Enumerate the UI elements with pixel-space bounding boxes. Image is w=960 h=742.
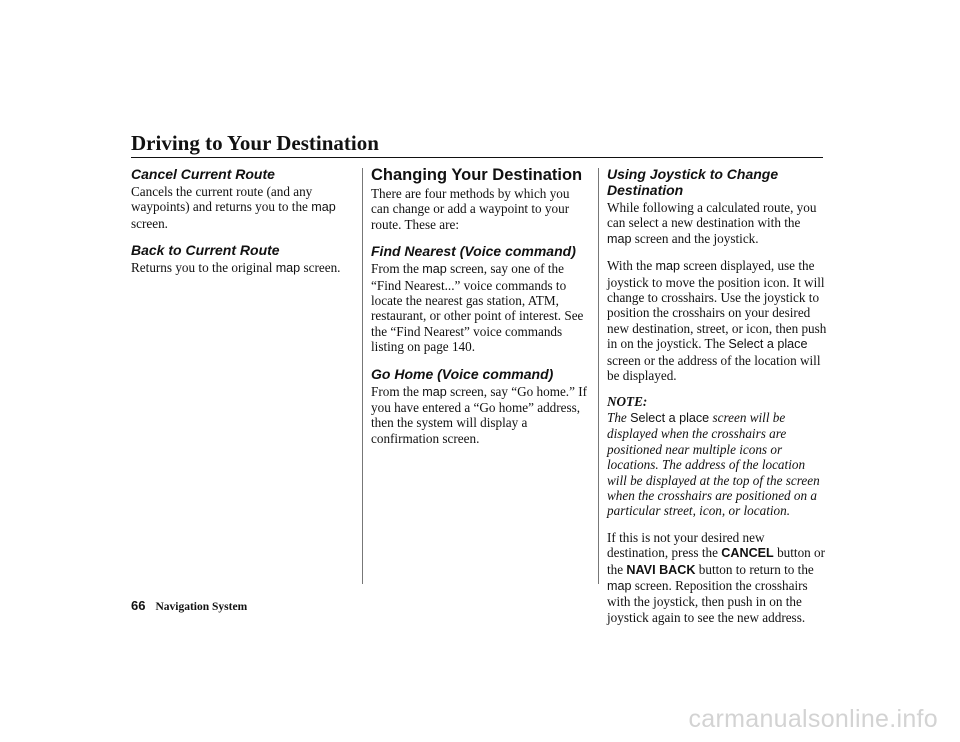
page-title: Driving to Your Destination	[131, 131, 379, 155]
cancel-route-text	[131, 184, 353, 231]
map-term: map	[422, 384, 447, 399]
joystick-steps	[607, 258, 827, 383]
text-run: Returns you to the original	[131, 260, 276, 276]
footer-label: Navigation System	[155, 601, 248, 613]
go-home-text	[371, 384, 589, 447]
text-run: Cancels the current route (and any waypoints) and returns you to the	[131, 184, 313, 215]
text-run: screen, say one of the “Find Nearest...” voice commands to locate the nearest gas station, ATM, restaurant, or other point of interest. See the “Find Nearest” voice commands listing on page 140.	[371, 261, 584, 355]
navi-back-button-term: NAVI BACK	[626, 562, 696, 577]
watermark: carmanualsonline.info	[688, 705, 938, 733]
find-nearest-text	[371, 261, 589, 354]
text-run: button to return to the	[695, 561, 814, 577]
column-left	[131, 166, 353, 288]
map-term: map	[655, 259, 681, 274]
note-block	[607, 394, 827, 518]
page-footer	[131, 598, 247, 613]
map-term: map	[607, 578, 632, 593]
column-divider	[598, 168, 599, 584]
map-term: map	[422, 262, 447, 277]
back-route-heading: Back to Current Route	[131, 242, 280, 259]
text-run: If this is not your desired new destination, press the	[607, 529, 765, 561]
text-run: screen and the joystick.	[631, 230, 759, 246]
find-nearest-heading: Find Nearest (Voice command)	[371, 243, 576, 260]
go-home-heading: Go Home (Voice command)	[371, 365, 554, 382]
changing-destination-heading: Changing Your Destination	[371, 166, 583, 184]
map-term: map	[275, 261, 301, 276]
text-run: With the	[607, 258, 656, 274]
select-place-term: Select a place	[728, 337, 808, 352]
text-run: screen.	[300, 260, 341, 276]
text-run: screen or the address of the location will be displayed.	[607, 352, 821, 384]
map-term: map	[607, 231, 632, 246]
column-middle	[371, 166, 589, 457]
cancel-route-heading: Cancel Current Route	[131, 166, 275, 182]
methods-intro: There are four methods by which you can change or add a waypoint to your route. These are:	[371, 186, 570, 232]
text-run: From the	[371, 261, 423, 277]
select-place-term: Select a place	[630, 410, 710, 425]
map-term: map	[311, 200, 336, 215]
note-label: NOTE:	[607, 394, 648, 410]
reposition-text	[607, 530, 827, 625]
page-number: 66	[131, 598, 146, 613]
joystick-intro	[607, 200, 827, 247]
column-divider	[362, 168, 363, 584]
text-run: The	[607, 409, 631, 425]
text-run: button or the	[607, 545, 826, 577]
column-right	[607, 166, 827, 636]
text-run: screen. Reposition the crosshairs with the joystick, then push in on the joystick again to see the new address.	[607, 577, 808, 625]
text-run: screen displayed, use the joystick to move the position icon. It will change to crosshairs. Use the joystick to position the crosshairs on your desired new destination, street, or icon, then push in on the joystick. The	[607, 258, 827, 352]
back-route-text	[131, 260, 353, 276]
text-run: screen will be displayed when the crosshairs are positioned near multiple icons or locations. The address of the location will be displayed at the top of the screen when the crosshairs are positioned on a particular street, icon, or location.	[607, 409, 820, 519]
text-run: screen.	[131, 215, 168, 231]
text-run: While following a calculated route, you can select a new destination with the	[607, 200, 817, 231]
text-run: From the	[371, 383, 423, 399]
title-divider	[131, 157, 823, 158]
joystick-heading: Using Joystick to Change Destination	[607, 166, 779, 198]
text-run: screen, say “Go home.” If you have entered a “Go home” address, then the system will display a confirmation screen.	[371, 383, 588, 446]
cancel-button-term: CANCEL	[721, 546, 774, 561]
